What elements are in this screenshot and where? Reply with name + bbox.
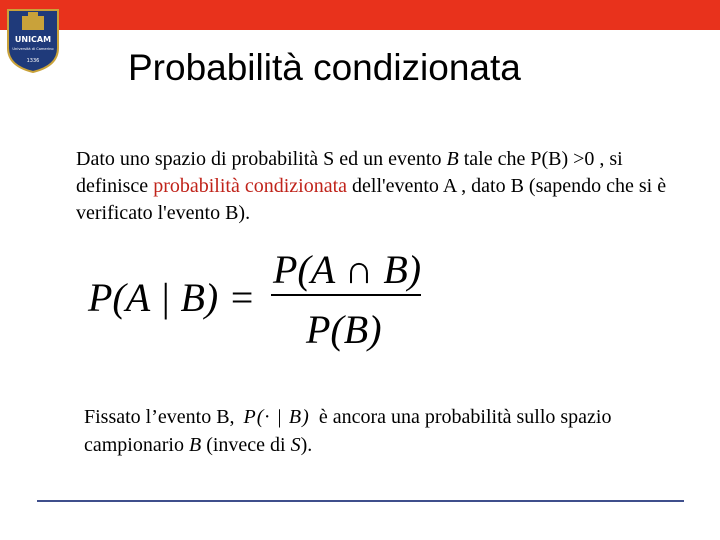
note-space-s: S: [290, 434, 301, 456]
note-text-2: è ancora una probabilità sullo spazio campionario: [84, 406, 612, 456]
note-paragraph: [84, 403, 684, 459]
logo-name: UNICAM: [14, 35, 52, 44]
note-text-4: ).: [300, 434, 313, 456]
intro-text-3: dell'evento A , dato B (sapendo che si è verificato l'evento B).: [76, 175, 667, 224]
conditional-probability-formula: [88, 244, 438, 354]
note-text-3: (invece di: [201, 434, 291, 456]
note-text-1: Fissato l’evento B,: [84, 406, 240, 428]
logo-subtitle: Università di Camerino: [12, 47, 54, 51]
fraction-bar: [271, 294, 421, 296]
intro-paragraph: [76, 146, 676, 227]
note-inline-formula: P(· | B): [243, 406, 310, 428]
unicam-logo: [6, 8, 60, 74]
intro-event-b: B: [446, 148, 459, 170]
logo-year: 1336: [26, 58, 40, 64]
intro-highlight: probabilità condizionata: [153, 175, 348, 197]
top-banner: [0, 0, 720, 30]
formula-lhs: P(A | B) =: [88, 275, 256, 320]
formula-denominator: P(B): [306, 307, 382, 352]
intro-text-2: tale che P(B) >0 , si definisce: [76, 148, 623, 197]
intro-text-1: Dato uno spazio di probabilità S ed un evento: [76, 148, 447, 170]
formula-numerator: P(A ∩ B): [273, 247, 422, 292]
page-title: Probabilità condizionata: [128, 47, 521, 88]
bottom-divider: [37, 500, 684, 502]
note-space-b: B: [188, 434, 202, 456]
